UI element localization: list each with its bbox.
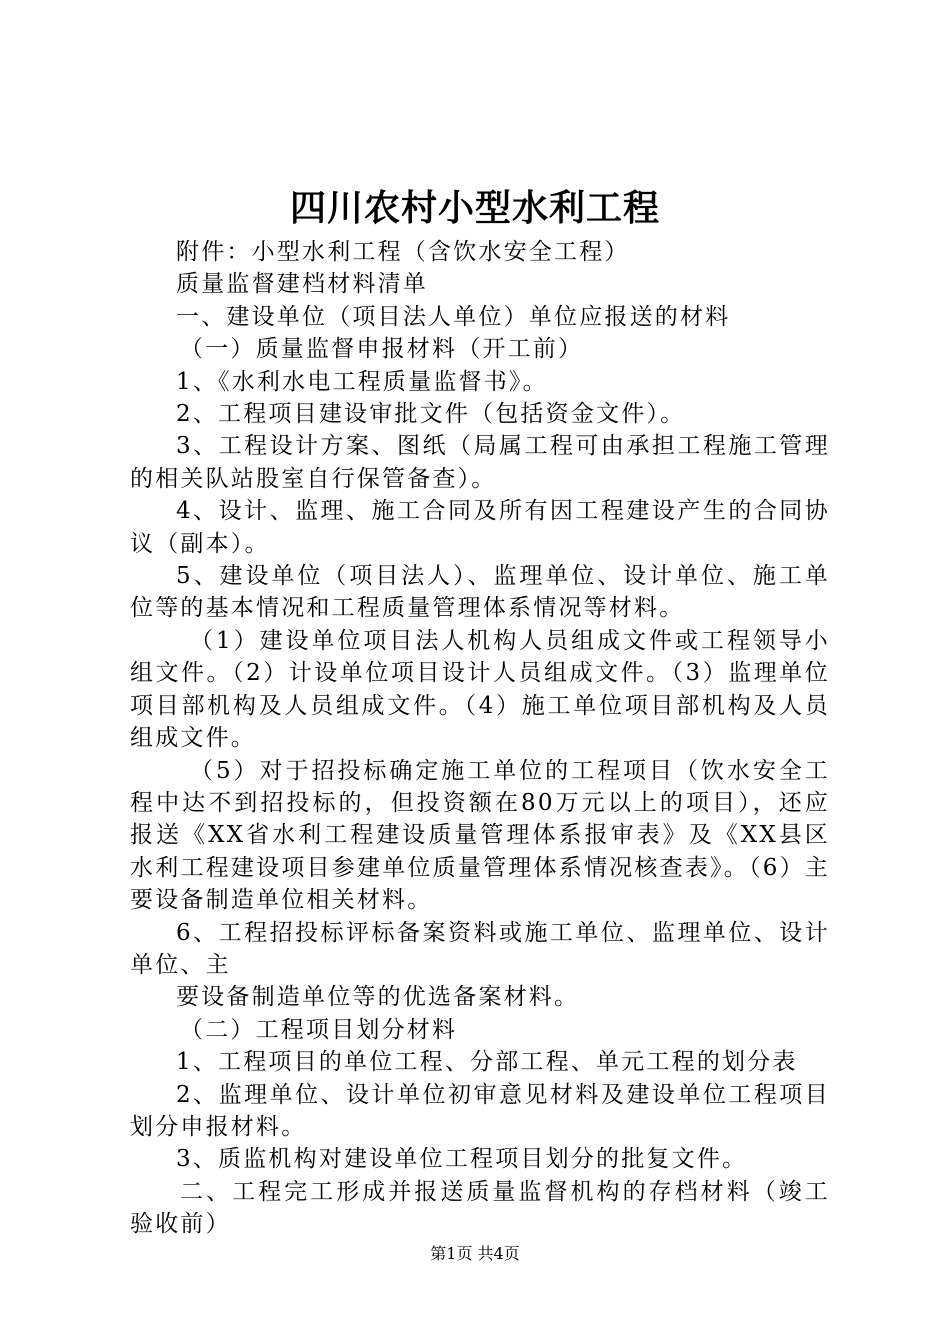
paragraph: 质量监督建档材料清单 xyxy=(176,271,428,298)
paragraph: （二）工程项目划分材料 xyxy=(180,1016,458,1043)
document-body xyxy=(130,236,830,1241)
paragraph: 3、质监机构对建设单位工程项目划分的批复文件。 xyxy=(176,1146,748,1173)
page-footer: 第1页 共4页 xyxy=(430,1244,520,1263)
paragraph: （1）建设单位项目法人机构人员组成文件或工程领导小组文件。（2）计设单位项目设计人员组成文件。（3）监理单位项目部机构及人员组成文件。（4）施工单位项目部机构及人员组成文件。 xyxy=(130,627,830,752)
paragraph: 2、工程项目建设审批文件（包括资金文件）。 xyxy=(176,401,686,428)
paragraph: 2、监理单位、设计单位初审意见材料及建设单位工程项目划分申报材料。 xyxy=(130,1081,830,1140)
paragraph: 要设备制造单位等的优选备案材料。 xyxy=(176,984,580,1011)
paragraph: 附件：小型水利工程（含饮水安全工程） xyxy=(176,239,630,265)
paragraph: 二、工程完工形成并报送质量监督机构的存档材料（竣工验收前） xyxy=(130,1178,830,1238)
paragraph: 一、建设单位（项目法人单位）单位应报送的材料 xyxy=(176,303,731,330)
paragraph: 5、建设单位（项目法人）、监理单位、设计单位、施工单位等的基本情况和工程质量管理体系情况等材料。 xyxy=(130,563,830,622)
paragraph: （一）质量监督申报材料（开工前） xyxy=(180,336,584,363)
paragraph: 4、设计、监理、施工合同及所有因工程建设产生的合同协议（副本）。 xyxy=(130,498,830,557)
paragraph: （5）对于招投标确定施工单位的工程项目（饮水安全工程中达不到招投标的，但投资额在80万元以上的项目），还应报送《XX省水利工程建设质量管理体系报审表》及《XX县区水利工程建设项目参建单位质量管理体系情况核查表》。（6）主要设备制造单位相关材料。 xyxy=(130,757,830,914)
paragraph: 1、《水利水电工程质量监督书》。 xyxy=(176,368,548,395)
paragraph: 6、工程招投标评标备案资料或施工单位、监理单位、设计单位、主 xyxy=(130,919,830,978)
paragraph: 3、工程设计方案、图纸（局属工程可由承担工程施工管理的相关队站股室自行保管备查）。 xyxy=(130,433,830,492)
paragraph: 1、工程项目的单位工程、分部工程、单元工程的划分表 xyxy=(176,1049,798,1076)
document-title: 四川农村小型水利工程 xyxy=(289,187,660,229)
